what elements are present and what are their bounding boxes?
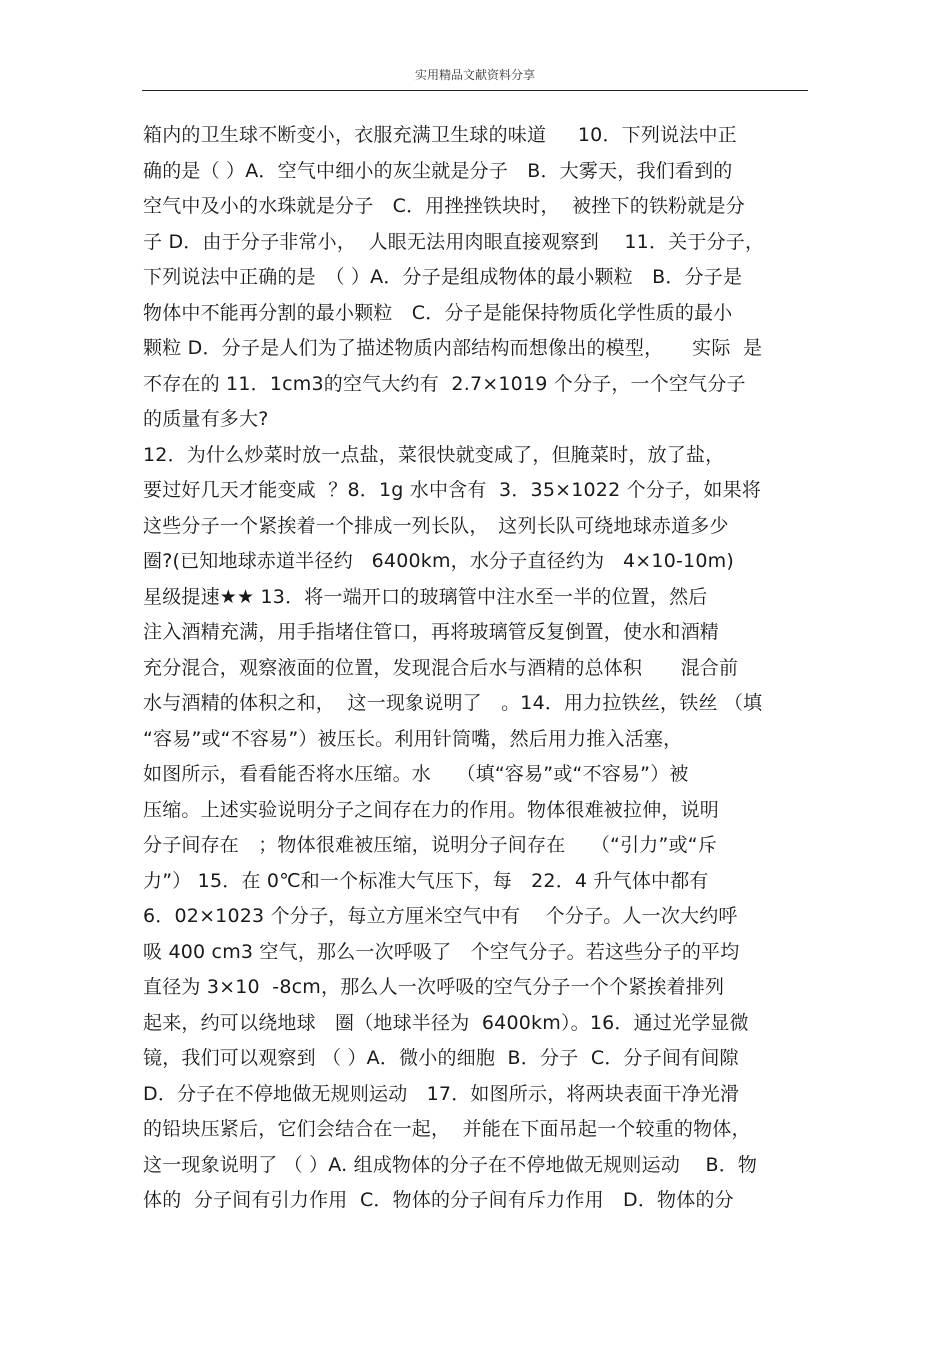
text-line: 空气中及小的水珠就是分子 C．用挫挫铁块时， 被挫下的铁粉就是分 — [143, 195, 745, 217]
text-line: 颗粒 D．分子是人们为了描述物质内部结构而想像出的模型， 实际 是 — [143, 337, 763, 359]
text-line: 充分混合，观察液面的位置，发现混合后水与酒精的总体积 混合前 — [143, 656, 739, 679]
text-line: 分子间存在 ；物体很难被压缩，说明分子间存在 （“引力”或“斥 — [143, 834, 717, 856]
text-line: 的质量有多大? — [143, 408, 269, 430]
text-line: 这一现象说明了 （ ）A. 组成物体的分子在不停地做无规则运动 B．物 — [143, 1153, 758, 1176]
text-line: 吸 400 cm3 空气，那么一次呼吸了 个空气分子。若这些分子的平均 — [143, 940, 740, 963]
text-line: 力”） 15．在 0℃和一个标准大气压下，每 22．4 升气体中都有 — [143, 869, 709, 892]
text-line: 确的是（ ）A．空气中细小的灰尘就是分子 B．大雾天，我们看到的 — [143, 159, 733, 182]
text-line: 水与酒精的体积之和， 这一现象说明了 。14．用力拉铁丝，铁丝 （填 — [143, 692, 763, 714]
text-line: 要过好几天才能变咸 ？8．1g 水中含有 3．35×1022 个分子，如果将 — [143, 479, 762, 501]
text-line: 6．02×1023 个分子，每立方厘米空气中有 个分子。人一次大约呼 — [143, 905, 738, 927]
text-line: 直径为 3×10 -8cm，那么人一次呼吸的空气分子一个个紧挨着排列 — [143, 976, 725, 998]
text-line: 如图所示，看看能否将水压缩。水 （填“容易”或“不容易”）被 — [143, 763, 689, 785]
text-line: 的铅块压紧后，它们会结合在一起， 并能在下面吊起一个较重的物体， — [143, 1118, 751, 1140]
text-line: 注入酒精充满，用手指堵住管口，再将玻璃管反复倒置，使水和酒精 — [143, 621, 720, 643]
text-line: 物体中不能再分割的最小颗粒 C．分子是能保持物质化学性质的最小 — [143, 301, 733, 324]
text-line: 体的 分子间有引力作用 C．物体的分子间有斥力作用 D．物体的分 — [143, 1189, 734, 1211]
header-divider — [142, 90, 808, 91]
text-line: 压缩。上述实验说明分子之间存在力的作用。物体很难被拉伸，说明 — [143, 798, 720, 821]
text-line: 星级提速★★ 13．将一端开口的玻璃管中注水至一半的位置，然后 — [143, 585, 708, 608]
text-line: 子 D．由于分子非常小， 人眼无法用肉眼直接观察到 11．关于分子， — [143, 230, 765, 253]
page-header: 实用精品文献资料分享 — [414, 68, 535, 82]
text-line: 箱内的卫生球不断变小，衣服充满卫生球的味道 10．下列说法中正 — [143, 124, 737, 146]
text-line: 12．为什么炒菜时放一点盐，菜很快就变咸了，但腌菜时，放了盐， — [143, 443, 725, 466]
text-line: 不存在的 11．1cm3的空气大约有 2.7×1019 个分子，一个空气分子 — [143, 372, 746, 395]
text-line: 这些分子一个紧挨着一个排成一列长队， 这列长队可绕地球赤道多少 — [143, 514, 729, 537]
text-line: 圈?(已知地球赤道半径约 6400km，水分子直径约为 4×10-10m) — [143, 550, 734, 572]
text-line: “容易”或“不容易”）被压长。利用针筒嘴，然后用力推入活塞， — [143, 727, 683, 750]
text-line: 起来，约可以绕地球 圈（地球半径为 6400km）。16．通过光学显微 — [143, 1011, 749, 1034]
text-line: 镜，我们可以观察到 （ ）A．微小的细胞 B．分子 C．分子间有间隙 — [143, 1047, 739, 1069]
text-line: 下列说法中正确的是 （ ）A．分子是组成物体的最小颗粒 B．分子是 — [143, 266, 743, 288]
text-line: D．分子在不停地做无规则运动 17．如图所示，将两块表面干净光滑 — [143, 1082, 740, 1105]
